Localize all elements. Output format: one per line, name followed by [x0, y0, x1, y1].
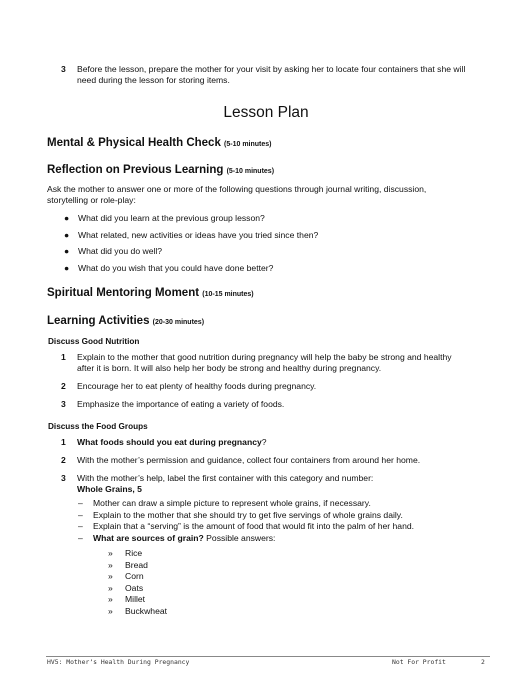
grain-answers	[108, 548, 167, 618]
dash-icon: –	[78, 509, 83, 520]
list-item: » Corn	[108, 571, 144, 582]
guillemet-icon: »	[108, 594, 113, 605]
footer-notice: Not For Profit	[392, 658, 446, 666]
guillemet-icon: »	[108, 559, 113, 570]
list-item: ● What did you learn at the previous group lesson?	[64, 213, 265, 223]
intro-step-text: Before the lesson, prepare the mother for your visit by asking her to locate four containers that she will need during the lesson for storing items.	[77, 64, 466, 86]
list-item: ● What related, new activities or ideas have you tried since then?	[64, 229, 319, 240]
intro-step-number: 3	[61, 64, 66, 74]
dash-icon: –	[78, 521, 83, 532]
guillemet-icon: »	[108, 548, 113, 558]
footer-divider	[46, 656, 490, 657]
guillemet-icon: »	[108, 582, 113, 593]
list-item: ● What did you do well?	[64, 246, 163, 256]
list-item: – Explain that a “serving” is the amount of food that would fit into the palm of her hand.	[78, 521, 415, 532]
list-item: » Buckwheat	[108, 605, 168, 616]
bullet-icon: ●	[64, 246, 70, 256]
reflection-questions	[62, 213, 318, 279]
bullet-icon: ●	[64, 229, 70, 240]
reflection-intro: Ask the mother to answer one or more of the following questions through journal writing, discussion, storytelling or role-play:	[47, 184, 427, 206]
dash-icon: –	[78, 498, 83, 508]
page-number: 2	[481, 658, 485, 666]
list-item: – What are sources of grain? Possible answers:	[78, 533, 276, 544]
dash-icon: –	[78, 533, 83, 544]
food-groups-heading: Discuss the Food Groups	[48, 422, 148, 431]
bullet-icon: ●	[64, 262, 70, 273]
mental-health-heading: Mental & Physical Health Check (5-10 minutes)	[47, 137, 272, 149]
list-item: » Millet	[108, 594, 146, 605]
list-item: ● What do you wish that you could have done better?	[64, 262, 274, 273]
category-label: Whole Grains, 5	[77, 484, 142, 495]
list-item: » Bread	[108, 559, 148, 570]
page-title: Lesson Plan	[223, 104, 309, 121]
nutrition-heading: Discuss Good Nutrition	[48, 337, 140, 346]
footer-document-title: HV5: Mother’s Health During Pregnancy	[47, 658, 190, 666]
bullet-icon: ●	[64, 213, 70, 223]
list-item: » Rice	[108, 548, 143, 558]
spiritual-heading: Spiritual Mentoring Moment (10-15 minutes)	[47, 287, 254, 299]
whole-grains-notes	[78, 498, 414, 545]
learning-heading: Learning Activities (20-30 minutes)	[47, 315, 205, 327]
guillemet-icon: »	[108, 605, 113, 616]
list-item: – Mother can draw a simple picture to represent whole grains, if necessary.	[78, 498, 371, 508]
list-item: » Oats	[108, 582, 144, 593]
reflection-heading: Reflection on Previous Learning (5-10 minutes)	[47, 164, 275, 176]
list-item: – Explain to the mother that she should try to get five servings of whole grains daily.	[78, 509, 403, 520]
guillemet-icon: »	[108, 571, 113, 582]
